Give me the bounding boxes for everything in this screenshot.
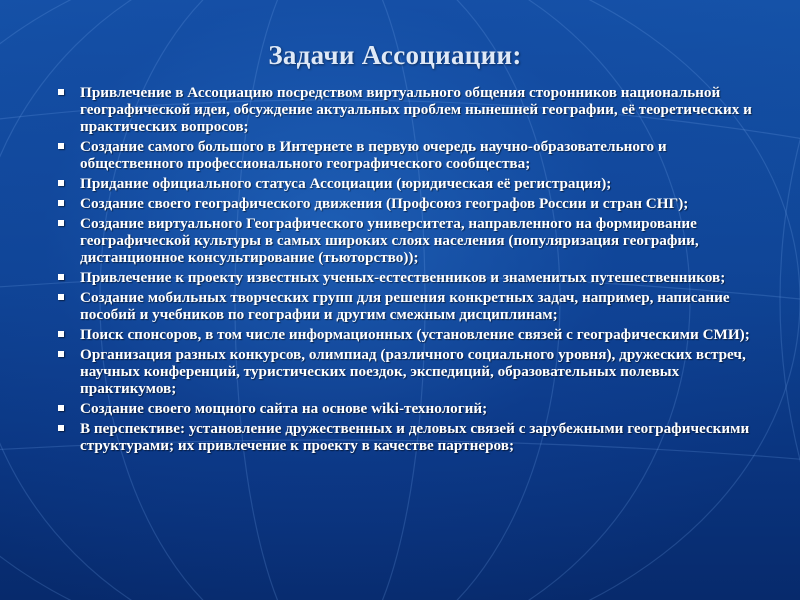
list-item [58, 289, 758, 323]
list-item-text: Создание своего географического движения (Профсоюз географов России и стран СНГ); [80, 195, 689, 212]
list-item [58, 175, 758, 192]
bullet-icon [58, 180, 64, 186]
list-item [58, 346, 758, 397]
bullet-icon [58, 425, 64, 431]
bullet-icon [58, 143, 64, 149]
bullet-icon [58, 274, 64, 280]
list-item [58, 269, 758, 286]
slide-title: Задачи Ассоциации: [268, 40, 522, 70]
list-item [58, 138, 758, 172]
list-item-text: Привлечение к проекту известных ученых-естественников и знаменитых путешественников; [80, 269, 726, 286]
list-item-text: Организация разных конкурсов, олимпиад (различного социального уровня), дружеских встреч, научных конференций, туристических поездок, экспедиций, образовательных полевых практикумов; [80, 346, 746, 397]
bullet-icon [58, 331, 64, 337]
tasks-list [58, 84, 758, 457]
bullet-icon [58, 220, 64, 226]
list-item-text: Создание виртуального Географического университета, направленного на формирование географической культуры в самых широких слоях населения (популяризация географии, дистанционное консультирование (тьюторство)); [80, 215, 699, 266]
bullet-icon [58, 351, 64, 357]
list-item-text: В перспективе: установление дружественных и деловых связей с зарубежными географическими структурами; их привлечение к проекту в качестве партнеров; [80, 420, 750, 454]
list-item-text: Создание мобильных творческих групп для решения конкретных задач, например, написание пособий и учебников по географии и другим смежным дисциплинам; [80, 289, 730, 323]
list-item-text: Привлечение в Ассоциацию посредством виртуального общения сторонников национальной географической идеи, обсуждение актуальных проблем нынешней географии, её теоретических и практических вопросов; [80, 84, 752, 135]
list-item-text: Создание своего мощного сайта на основе wiki-технологий; [80, 400, 488, 417]
list-item [58, 420, 758, 454]
bullet-icon [58, 200, 64, 206]
list-item-text: Поиск спонсоров, в том числе информационных (установление связей с географическими СМИ); [80, 326, 750, 343]
list-item [58, 400, 758, 417]
list-item [58, 326, 758, 343]
list-item [58, 215, 758, 266]
bullet-icon [58, 89, 64, 95]
list-item-text: Придание официального статуса Ассоциации (юридическая её регистрация); [80, 175, 612, 192]
list-item-text: Создание самого большого в Интернете в первую очередь научно-образовательного и общественного профессионального географического сообщества; [80, 138, 667, 172]
list-item [58, 84, 758, 135]
list-item [58, 195, 758, 212]
bullet-icon [58, 405, 64, 411]
bullet-icon [58, 294, 64, 300]
